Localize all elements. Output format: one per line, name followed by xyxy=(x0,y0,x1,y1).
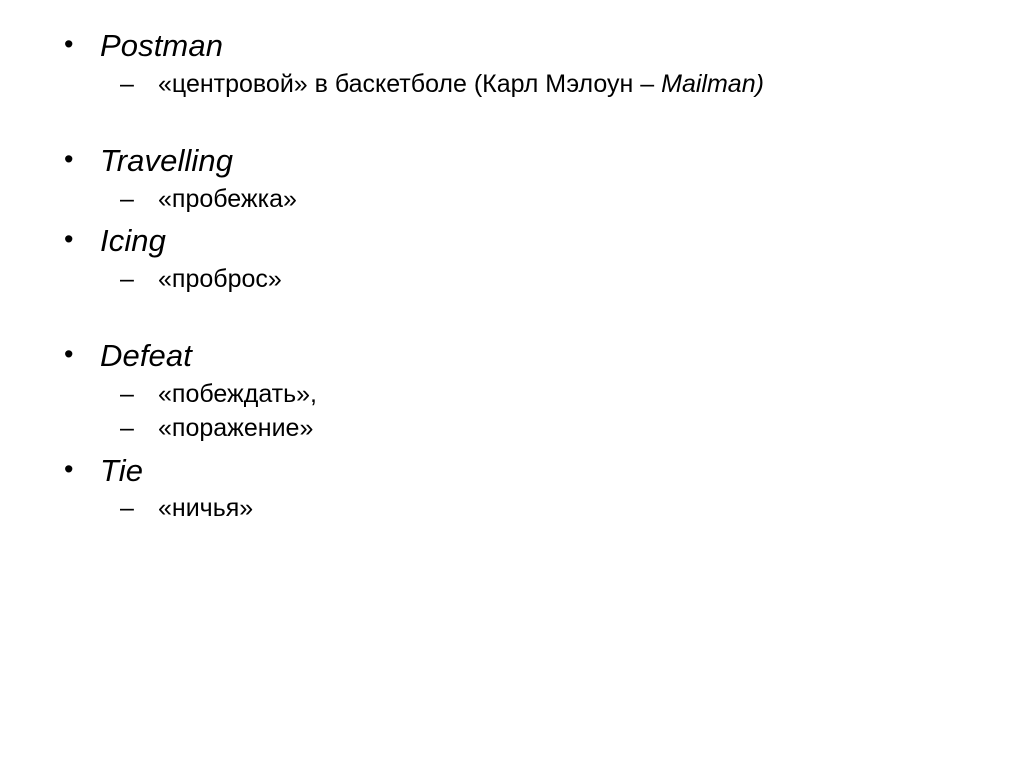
list-item-definition-defeat-2 xyxy=(48,413,964,444)
list-item-term-icing xyxy=(48,223,964,260)
list-item-definition-icing xyxy=(48,264,964,295)
dash-icon: – xyxy=(120,264,134,293)
spacer xyxy=(48,294,964,338)
bullet-icon: • xyxy=(64,29,74,59)
term-label: Tie xyxy=(100,452,144,488)
spacer xyxy=(48,214,964,223)
definition-text-italic: Mailman) xyxy=(661,69,764,98)
dash-icon: – xyxy=(120,69,134,98)
bullet-icon: • xyxy=(64,453,74,484)
list-item-term-travelling xyxy=(48,143,964,180)
term-label: Travelling xyxy=(100,143,234,179)
list-item-term-tie xyxy=(48,453,964,490)
definition-text: «центровой» в баскетболе (Карл Мэлоун – xyxy=(158,69,662,98)
dash-icon: – xyxy=(120,414,134,443)
term-label: Icing xyxy=(100,223,166,259)
list-item-definition-postman xyxy=(48,69,964,100)
list-item-definition-defeat-1 xyxy=(48,379,964,410)
definition-text: «проброс» xyxy=(158,264,282,293)
spacer xyxy=(48,444,964,453)
definition-text: «пробежка» xyxy=(158,184,297,213)
term-definition-list xyxy=(48,28,964,524)
bullet-icon: • xyxy=(64,144,74,175)
list-item-definition-tie xyxy=(48,493,964,524)
dash-icon: – xyxy=(120,379,134,408)
definition-text: «ничья» xyxy=(158,494,254,523)
list-item-term-defeat xyxy=(48,338,964,375)
dash-icon: – xyxy=(120,494,134,523)
definition-text: «побеждать», xyxy=(158,379,317,408)
term-label: Defeat xyxy=(100,338,192,374)
list-item-term-postman xyxy=(48,28,964,65)
spacer xyxy=(48,99,964,143)
list-item-definition-travelling xyxy=(48,184,964,215)
term-label: Postman xyxy=(100,28,224,63)
definition-text: «поражение» xyxy=(158,414,314,443)
dash-icon: – xyxy=(120,184,134,213)
bullet-icon: • xyxy=(64,339,74,370)
bullet-icon: • xyxy=(64,224,74,255)
